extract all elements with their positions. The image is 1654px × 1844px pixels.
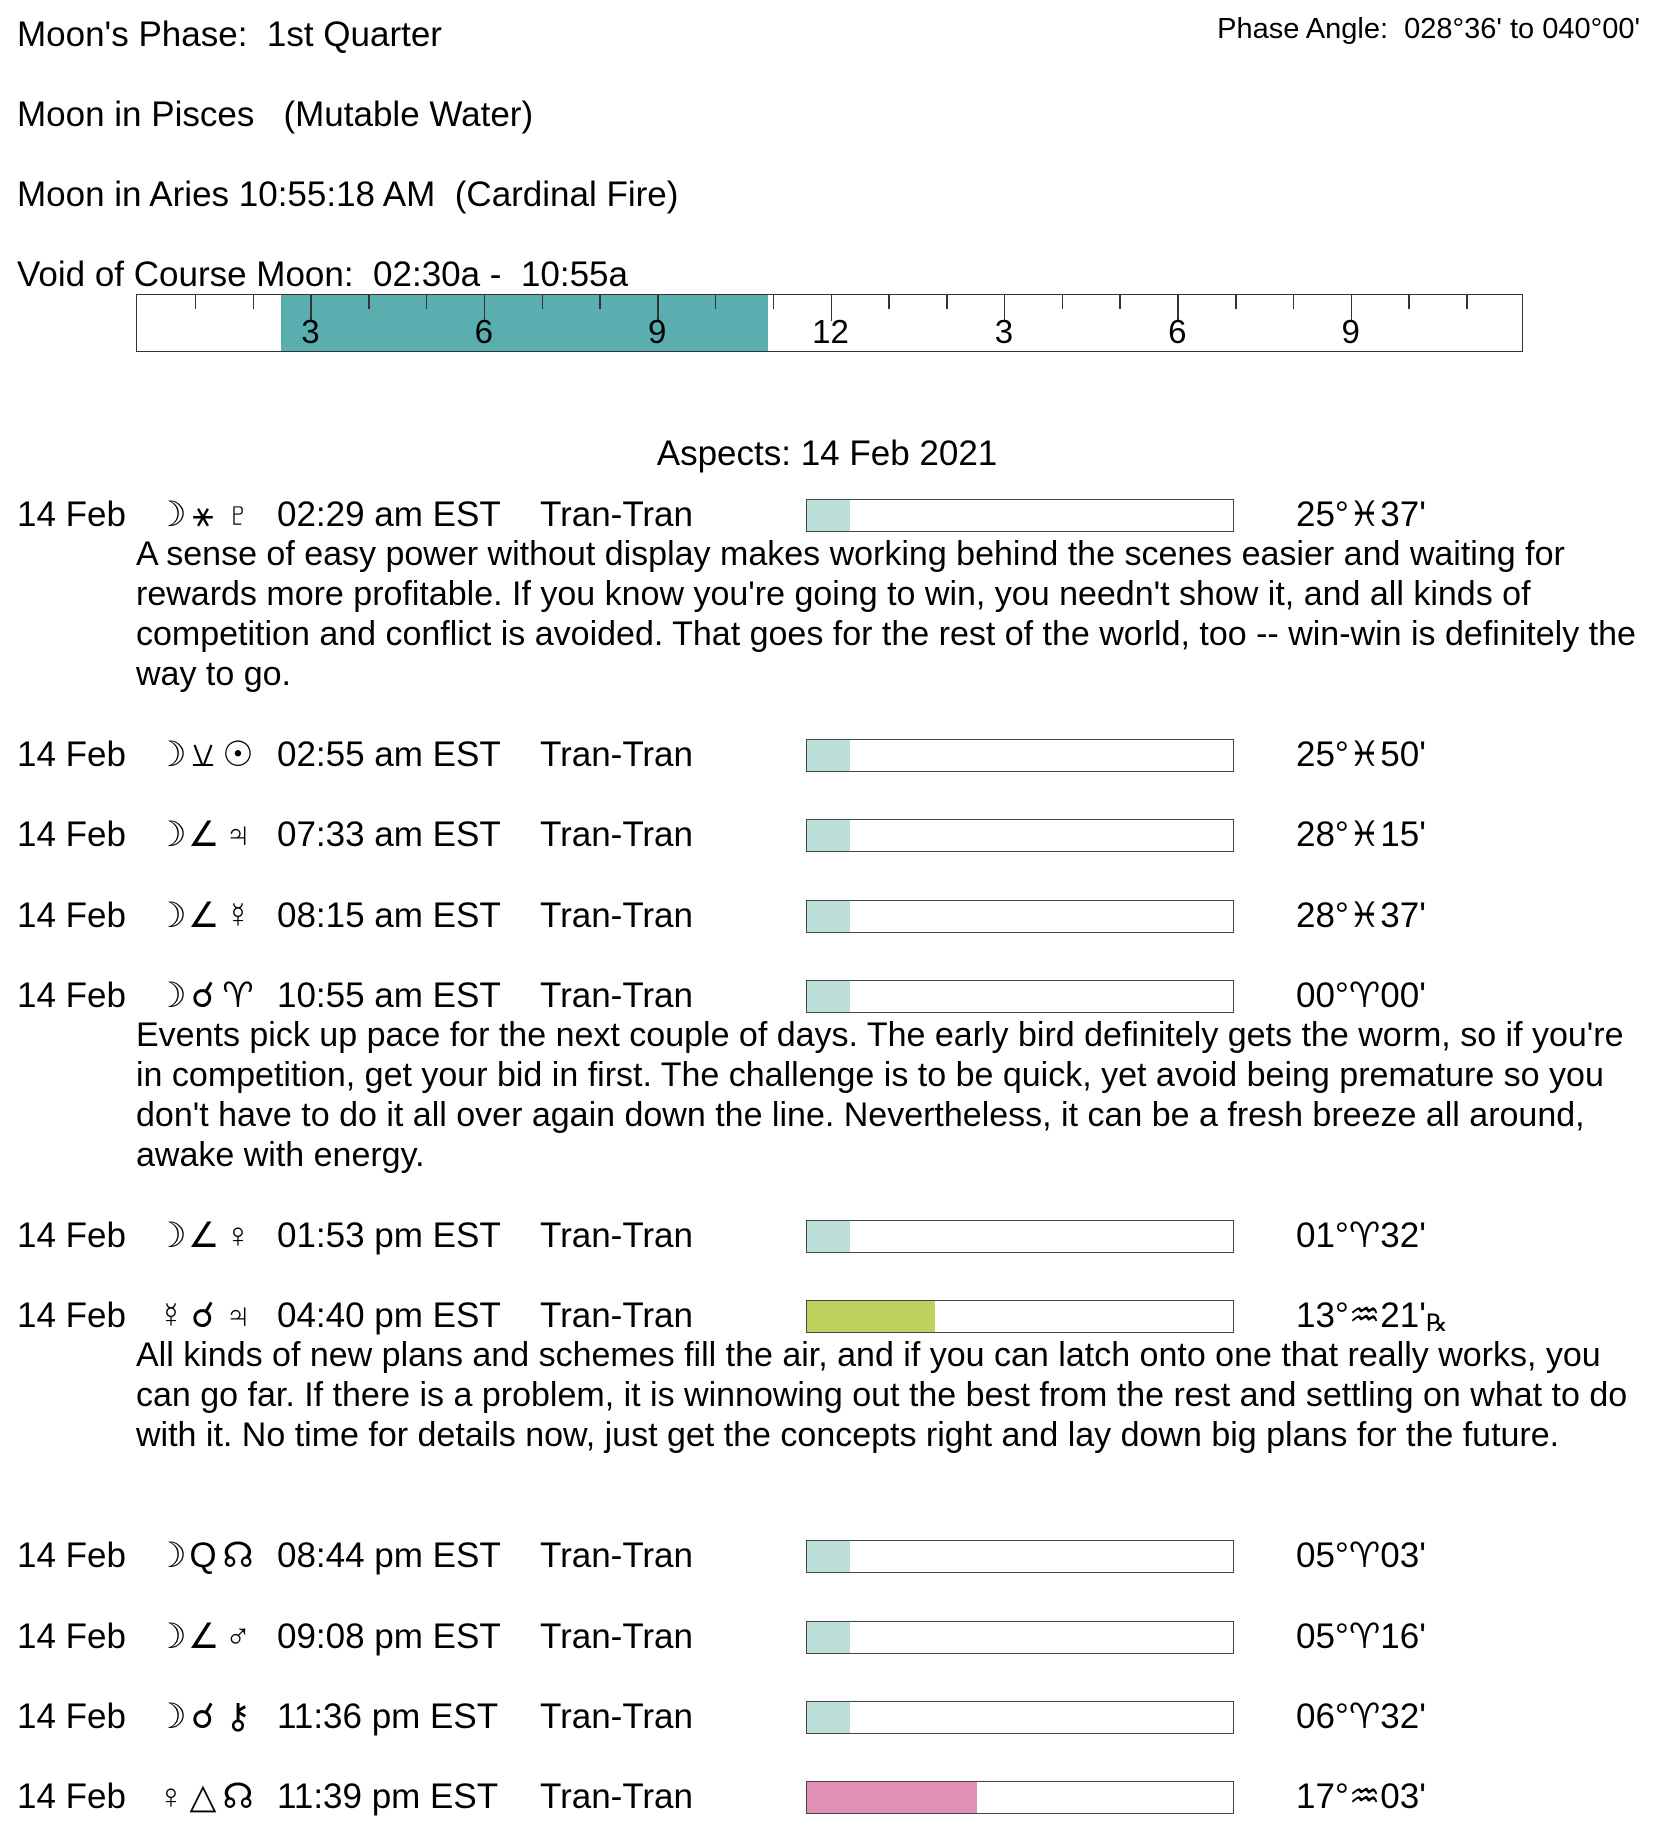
aspect-date: 14 Feb [17,1296,126,1336]
aspect-degree: 28°♓15' [1296,815,1426,855]
planet2-glyph-icon: ☊ [222,1777,254,1817]
aspect-glyph-icon: ∠ [188,1215,220,1255]
aspect-glyph-icon: Q [189,1536,217,1576]
aspect-date: 14 Feb [17,1215,126,1255]
timeline-hour-label: 6 [1168,313,1187,350]
aspect-type: Tran-Tran [540,1536,693,1576]
aspect-type: Tran-Tran [540,1215,693,1255]
aspect-strength-bar [806,980,1234,1013]
aspect-strength-bar [806,1540,1234,1573]
minor-tick [195,295,197,309]
minor-tick [1235,295,1237,309]
minor-tick [1466,295,1468,309]
aspect-description: All kinds of new plans and schemes fill the air, and if you can latch onto one that really works, you can go far. If there is a problem, it is winnowing out the best from the rest and settling on what to do with it. No time for details now, just get the concepts right and lay down big plans for the future. [136,1336,1628,1455]
aspect-date: 14 Feb [17,1696,126,1736]
timeline-hour-label: 12 [812,313,849,350]
planet2-glyph-icon: ♇ [224,495,252,534]
aspect-glyph-icon: ⚺ [191,735,215,774]
aspect-degree: 13°♒21'℞ [1296,1296,1448,1338]
minor-tick [715,295,717,309]
aspect-glyph-icon: ☌ [191,1696,215,1736]
aspect-strength-bar [806,1220,1234,1253]
aspect-glyph-icon: ∠ [188,895,220,935]
aspect-strength-fill [807,1221,850,1252]
aspect-strength-fill [807,1782,977,1813]
aspect-glyph-icon: ⚹ [192,495,214,534]
aspect-strength-fill [807,981,850,1012]
aspect-degree: 01°♈32' [1296,1215,1426,1255]
aspect-row [0,896,1654,936]
minor-tick [1408,295,1410,309]
aspect-type: Tran-Tran [540,815,693,855]
minor-tick [1119,295,1121,309]
aspect-time: 01:53 pm EST [277,1215,501,1255]
aspect-strength-fill [807,901,850,932]
aspect-description: Events pick up pace for the next couple of days. The early bird definitely gets the worm, so if you're in competition, get your bid in first. The challenge is to be quick, yet avoid being premature so you don't have to do it all over again down the line. Nevertheless, it can be a fresh breeze all around, awake with energy. [136,1015,1624,1174]
moon-sign-aries: Moon in Aries 10:55:18 AM (Cardinal Fire) [17,175,679,214]
minor-tick [542,295,544,309]
aspect-row [0,1296,1654,1336]
moon-phase-label: Moon's Phase: 1st Quarter [17,15,442,54]
aspect-strength-bar [806,1781,1234,1814]
aspect-date: 14 Feb [17,815,126,855]
aspect-row [0,1216,1654,1256]
timeline-hour-label: 6 [474,313,493,350]
moon-sign-pisces: Moon in Pisces (Mutable Water) [17,95,534,134]
aspect-strength-bar [806,1621,1234,1654]
aspect-time: 04:40 pm EST [277,1296,501,1336]
planet1-glyph-icon: ☽ [155,495,187,534]
aspect-degree: 17°♒03' [1296,1777,1426,1817]
aspect-description: A sense of easy power without display makes working behind the scenes easier and waiting for rewards more profitable. If you know you're going to win, you needn't show it, and all kinds of competition and conflict is avoided. That goes for the rest of the world, too -- win-win is definitely the way to go. [136,535,1636,693]
aspect-degree: 25°♓37' [1296,495,1426,534]
minor-tick [888,295,890,309]
aspect-time: 02:55 am EST [277,735,501,774]
planet2-glyph-icon: ♈ [222,975,254,1015]
planet1-glyph-icon: ☽ [155,1616,187,1656]
aspect-type: Tran-Tran [540,895,693,935]
planet1-glyph-icon: ☿ [157,1296,185,1336]
planet1-glyph-icon: ☽ [155,735,187,774]
minor-tick [426,295,428,309]
timeline-hour-label: 9 [647,313,667,350]
void-of-course-label: Void of Course Moon: 02:30a - 10:55a [17,255,628,294]
planet2-glyph-icon: ♃ [224,815,252,855]
aspect-strength-bar [806,1701,1234,1734]
aspect-row [0,495,1654,535]
aspect-type: Tran-Tran [540,975,693,1015]
aspect-date: 14 Feb [17,495,126,534]
aspect-strength-fill [807,820,850,851]
aspect-strength-bar [806,499,1234,532]
planet1-glyph-icon: ☽ [155,1696,187,1736]
aspect-type: Tran-Tran [540,1696,693,1736]
aspect-strength-fill [807,740,850,771]
aspect-date: 14 Feb [17,975,126,1015]
minor-tick [1062,295,1064,309]
aspect-type: Tran-Tran [540,495,693,534]
aspect-time: 10:55 am EST [277,975,501,1015]
aspect-degree: 06°♈32' [1296,1696,1426,1736]
aspect-row [0,1697,1654,1737]
minor-tick [1293,295,1295,309]
aspect-time: 08:15 am EST [277,895,501,935]
aspect-date: 14 Feb [17,735,126,774]
minor-tick [773,295,775,309]
planet2-glyph-icon: ☿ [224,895,252,935]
aspect-glyph-icon: ∠ [188,1616,220,1656]
aspect-glyph-icon: ☌ [191,975,215,1015]
planet1-glyph-icon: ☽ [155,895,187,935]
retrograde-icon: ℞ [1425,1310,1448,1338]
planet2-glyph-icon: ♃ [224,1296,252,1336]
aspect-time: 11:39 pm EST [277,1777,499,1817]
void-of-course-timeline [136,294,1523,352]
planet1-glyph-icon: ☽ [155,1536,187,1576]
phase-angle-label: Phase Angle: 028°36' to 040°00' [1217,13,1640,45]
aspect-strength-fill [807,500,850,531]
planet2-glyph-icon: ⚷ [225,1696,251,1736]
aspect-row [0,1617,1654,1657]
planet1-glyph-icon: ☽ [155,1215,187,1255]
aspect-degree: 28°♓37' [1296,895,1426,935]
aspect-strength-fill [807,1301,935,1332]
aspect-type: Tran-Tran [540,735,693,774]
aspect-row [0,1777,1654,1817]
minor-tick [368,295,370,309]
aspect-date: 14 Feb [17,1536,126,1576]
aspect-glyph-icon: ☌ [191,1296,215,1336]
timeline-hour-label: 9 [1341,313,1360,350]
aspects-title: Aspects: 14 Feb 2021 [656,434,998,473]
aspect-glyph-icon: ∠ [188,815,220,855]
aspect-time: 07:33 am EST [277,815,501,855]
aspect-glyph-icon: △ [189,1777,217,1817]
aspect-degree: 25°♓50' [1296,735,1426,774]
planet2-glyph-icon: ☉ [222,735,254,774]
aspect-time: 08:44 pm EST [277,1536,501,1576]
planet2-glyph-icon: ♂ [224,1616,252,1656]
planet2-glyph-icon: ☊ [222,1536,254,1576]
aspect-date: 14 Feb [17,895,126,935]
planet1-glyph-icon: ♀ [157,1777,185,1817]
planet1-glyph-icon: ☽ [155,975,187,1015]
minor-tick [946,295,948,309]
aspect-time: 09:08 pm EST [277,1616,501,1656]
planet1-glyph-icon: ☽ [155,815,187,855]
aspect-strength-bar [806,739,1234,772]
aspect-strength-fill [807,1622,850,1653]
aspect-date: 14 Feb [17,1777,126,1817]
aspect-strength-bar [806,819,1234,852]
aspect-type: Tran-Tran [540,1616,693,1656]
aspect-date: 14 Feb [17,1616,126,1656]
aspect-time: 11:36 pm EST [277,1696,499,1736]
timeline-hour-label: 3 [301,313,320,350]
aspect-degree: 00°♈00' [1296,975,1426,1015]
timeline-hour-label: 3 [994,313,1014,350]
aspect-row [0,735,1654,775]
void-period-fill [281,295,767,351]
aspect-degree: 05°♈03' [1296,1536,1426,1576]
minor-tick [599,295,601,309]
aspect-row [0,1536,1654,1576]
aspect-type: Tran-Tran [540,1777,693,1817]
aspect-strength-bar [806,1300,1234,1333]
aspect-time: 02:29 am EST [277,495,501,534]
planet2-glyph-icon: ♀ [224,1215,252,1255]
minor-tick [253,295,255,309]
aspect-degree: 05°♈16' [1296,1616,1426,1656]
aspect-row [0,976,1654,1016]
aspect-strength-fill [807,1541,850,1572]
aspect-strength-bar [806,900,1234,933]
aspect-strength-fill [807,1702,850,1733]
aspect-row [0,815,1654,855]
aspect-type: Tran-Tran [540,1296,693,1336]
